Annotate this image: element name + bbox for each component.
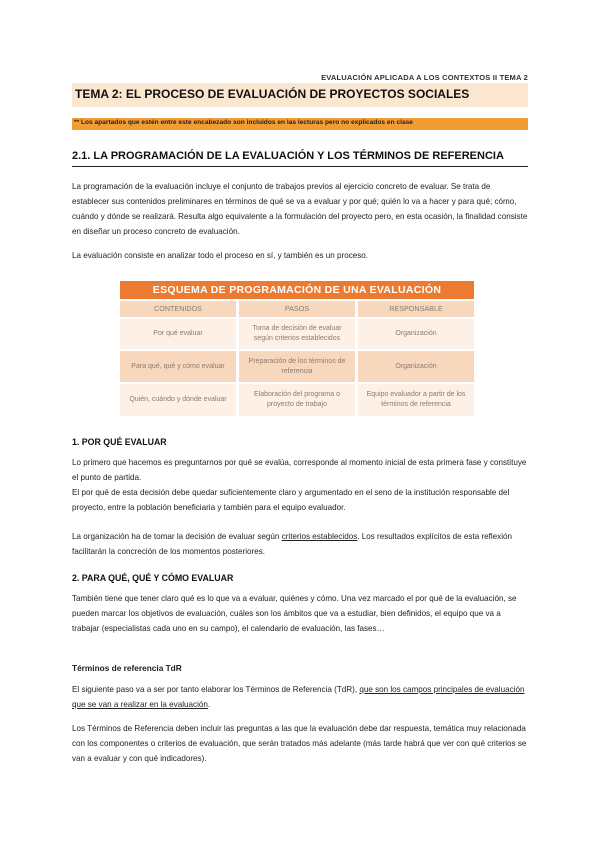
s1-p3-text: La organización ha de tomar la decisión de evaluar según <box>72 532 282 541</box>
s1-paragraph-1: Lo primero que hacemos es preguntarnos por qué se evalúa, corresponde al momento inicial de esta primera fase y constituye el punto de partida. <box>72 458 527 482</box>
scheme-header-responsable: RESPONSABLE <box>358 301 474 317</box>
heading-para-que: 2. PARA QUÉ, QUÉ Y CÓMO EVALUAR <box>72 573 234 583</box>
scheme-table <box>120 281 474 416</box>
scheme-cell: Elaboración del programa o proyecto de trabajo <box>239 384 355 416</box>
scheme-cell: Equipo evaluador a partir de los términos de referencia <box>358 384 474 416</box>
criterios-link[interactable]: criterios establecidos <box>281 532 358 541</box>
scheme-cell: Para qué, qué y cómo evaluar <box>120 351 236 382</box>
s2-p2-text: El siguiente paso va a ser por tanto elaborar los Términos de Referencia (TdR), <box>72 685 360 694</box>
scheme-title: ESQUEMA DE PROGRAMACIÓN DE UNA EVALUACIÓN <box>120 281 474 299</box>
intro-paragraph: La programación de la evaluación incluye el conjunto de trabajos previos al ejercicio concreto de evaluar. Se trata de establecer sus contenidos preliminares en términos de qué se va a evaluar y por qué; quién lo va a hacer y para qué; cómo, cuándo y dónde se realizará. Resulta algo equivalente a la formulación del proyecto pero, en esta ocasión, la finalidad consiste en diseñar un proceso concreto de evaluación. <box>72 182 528 236</box>
s1-paragraph-3 <box>72 529 528 559</box>
s2-p2-underlined: que son los campos principales de evaluación que se van a realizar en la evaluación <box>72 685 525 709</box>
note-band <box>72 118 528 130</box>
running-header: EVALUACIÓN APLICADA A LOS CONTEXTOS II TEMA 2 <box>321 73 528 82</box>
s1-p3-text-end: . Los resultados explícitos de esta reflexión facilitarán la concreción de los momentos posteriores. <box>72 532 513 556</box>
s2-p2-text-end: . <box>207 700 211 709</box>
scheme-header-contenidos: CONTENIDOS <box>120 301 236 317</box>
scheme-cell: Organización <box>358 319 474 349</box>
scheme-header-pasos: PASOS <box>239 301 355 317</box>
s2-paragraph-1: También tiene que tener claro qué es lo que va a evaluar, quiénes y cómo. Una vez marcado el por qué de la evaluación, se pueden marcar los objetivos de evaluación, cuáles son los ámbitos que va a estudiar, bien definidos, el equipo que va a trabajar (especialistas cada uno en su campo), el calendario de evaluación, las fases… <box>72 594 517 633</box>
section-heading: 2.1. LA PROGRAMACIÓN DE LA EVALUACIÓN Y LOS TÉRMINOS DE REFERENCIA <box>72 150 504 162</box>
heading-por-que: 1. POR QUÉ EVALUAR <box>72 437 167 447</box>
process-paragraph: La evaluación consiste en analizar todo el proceso en sí, y también es un proceso. <box>72 251 369 260</box>
scheme-cell: Toma de decisión de evaluar según criterios establecidos <box>239 319 355 349</box>
scheme-cell: Por qué evaluar <box>120 319 236 349</box>
note-text: ** Los apartados que estén entre este encabezado son incluidos en las lecturas pero no explicados en clase <box>74 119 413 126</box>
subheading-tdr: Términos de referencia TdR <box>72 663 182 673</box>
page-title: TEMA 2: EL PROCESO DE EVALUACIÓN DE PROYECTOS SOCIALES <box>75 87 470 101</box>
scheme-cell: Quién, cuándo y dónde evaluar <box>120 384 236 416</box>
s1-paragraph-2: El por qué de esta decisión debe quedar suficientemente claro y argumentado en el seno de la institución responsable del proyecto, entre la población beneficiaria y también para el equipo evaluador. <box>72 488 510 512</box>
scheme-cell: Preparación de los términos de referencia <box>239 351 355 382</box>
title-band <box>72 83 528 107</box>
s2-paragraph-3: Los Términos de Referencia deben incluir las preguntas a las que la evaluación debe dar respuesta, temática muy relacionada con los componentes o criterios de evaluación, que serán tratados más adelante (más tarde habrá que ver con qué criterios se van a evaluar y con qué indicadores). <box>72 724 527 763</box>
scheme-cell: Organización <box>358 351 474 382</box>
section-underline <box>72 166 528 167</box>
s2-paragraph-2 <box>72 682 528 712</box>
